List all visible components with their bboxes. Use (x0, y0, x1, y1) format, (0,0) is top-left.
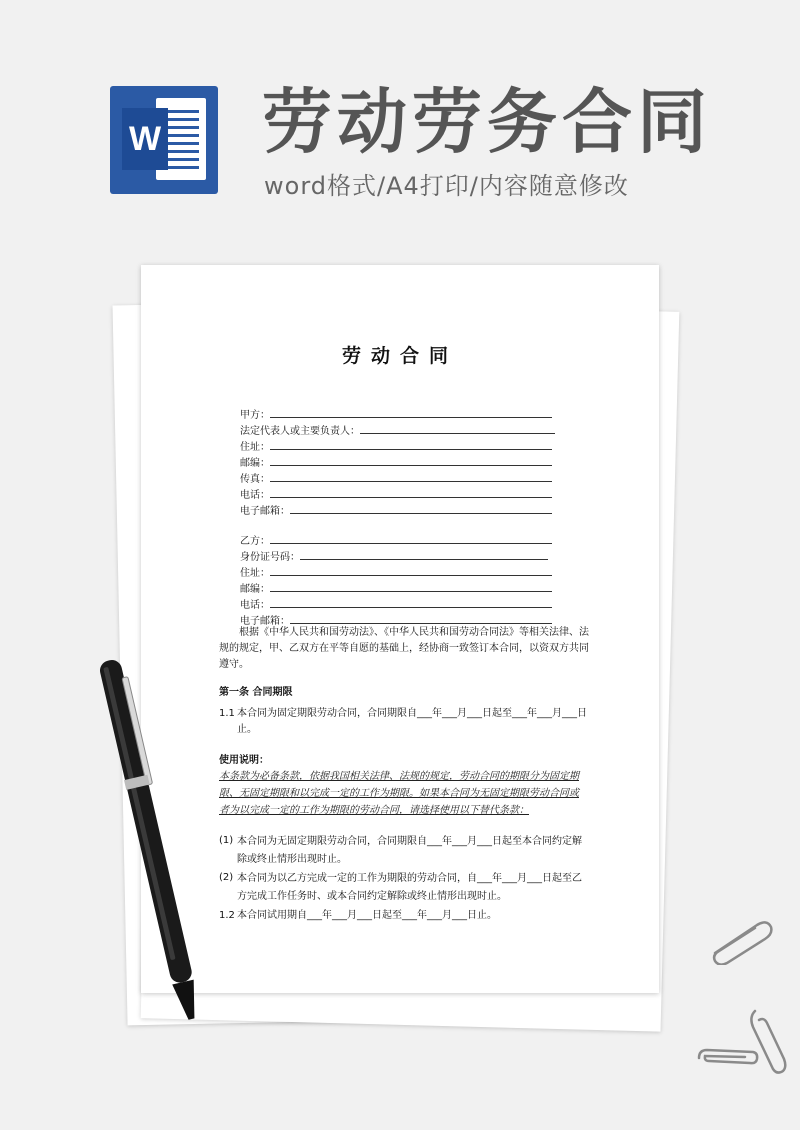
banner-subtitle: word格式/A4打印/内容随意修改 (264, 172, 629, 200)
clause-1-1-number: 1.1 (219, 708, 235, 719)
usage-note: 本条款为必备条款，依据我国相关法律、法规的规定，劳动合同的期限分为固定期限、无固定期限和以完成一定的工作为期限。如果本合同为无固定期限劳动合同或者为以完成一定的工作为期限的劳动合同，请选择使用以下替代条款： (219, 771, 579, 816)
party-b-address-field: 住址： (240, 565, 552, 579)
banner (0, 0, 800, 230)
party-b-field: 乙方： (240, 533, 552, 547)
alt-clause-1-text: 本合同为无固定期限劳动合同，合同期限自___年___月___日起至本合同约定解除或终止情形出现时止。 (237, 836, 582, 865)
paperclip-icon (705, 915, 775, 965)
pen-icon (86, 655, 206, 1045)
alt-clause-2-text: 本合同为以乙方完成一定的工作为期限的劳动合同，自___年___月___日起至乙方完成工作任务时、或本合同约定解除或终止情形出现时止。 (237, 873, 582, 902)
clause-1-1-text: 本合同为固定期限劳动合同，合同期限自___年___月___日起至___年___月___日止。 (237, 708, 587, 735)
party-a-fax-field: 传真： (240, 471, 552, 485)
party-b-email-field: 电子邮箱： (240, 613, 552, 627)
party-b-phone-field: 电话： (240, 597, 552, 611)
word-logo-letter: W (122, 108, 168, 170)
clause-1-2-number: 1.2 (219, 910, 235, 921)
party-a-postcode-field: 邮编： (240, 455, 552, 469)
paperclip-icon (695, 1040, 760, 1070)
word-icon (110, 86, 218, 194)
banner-title: 劳动劳务合同 (262, 81, 712, 163)
clause-1-2-text: 本合同试用期自___年___月___日起至___年___月___日止。 (237, 910, 497, 921)
alt-clause-2-number: (2) (219, 872, 234, 883)
party-a-address-field: 住址： (240, 439, 552, 453)
party-b-postcode-field: 邮编： (240, 581, 552, 595)
party-a-phone-field: 电话： (240, 487, 552, 501)
usage-heading: 使用说明： (219, 755, 269, 766)
article-1-heading: 第一条 合同期限 (219, 687, 293, 698)
party-a-rep-field: 法定代表人或主要负责人： (240, 423, 555, 437)
intro-paragraph: 根据《中华人民共和国劳动法》、《中华人民共和国劳动合同法》等相关法律、法规的规定，甲、乙双方在平等自愿的基础上，经协商一致签订本合同，以资双方共同遵守。 (219, 627, 589, 670)
alt-clause-1-number: (1) (219, 835, 234, 846)
document-title: 劳动合同 (341, 345, 458, 367)
document-page (141, 265, 659, 993)
party-a-field: 甲方： (240, 407, 552, 421)
party-b-id-field: 身份证号码： (240, 549, 548, 563)
party-a-email-field: 电子邮箱： (240, 503, 552, 517)
